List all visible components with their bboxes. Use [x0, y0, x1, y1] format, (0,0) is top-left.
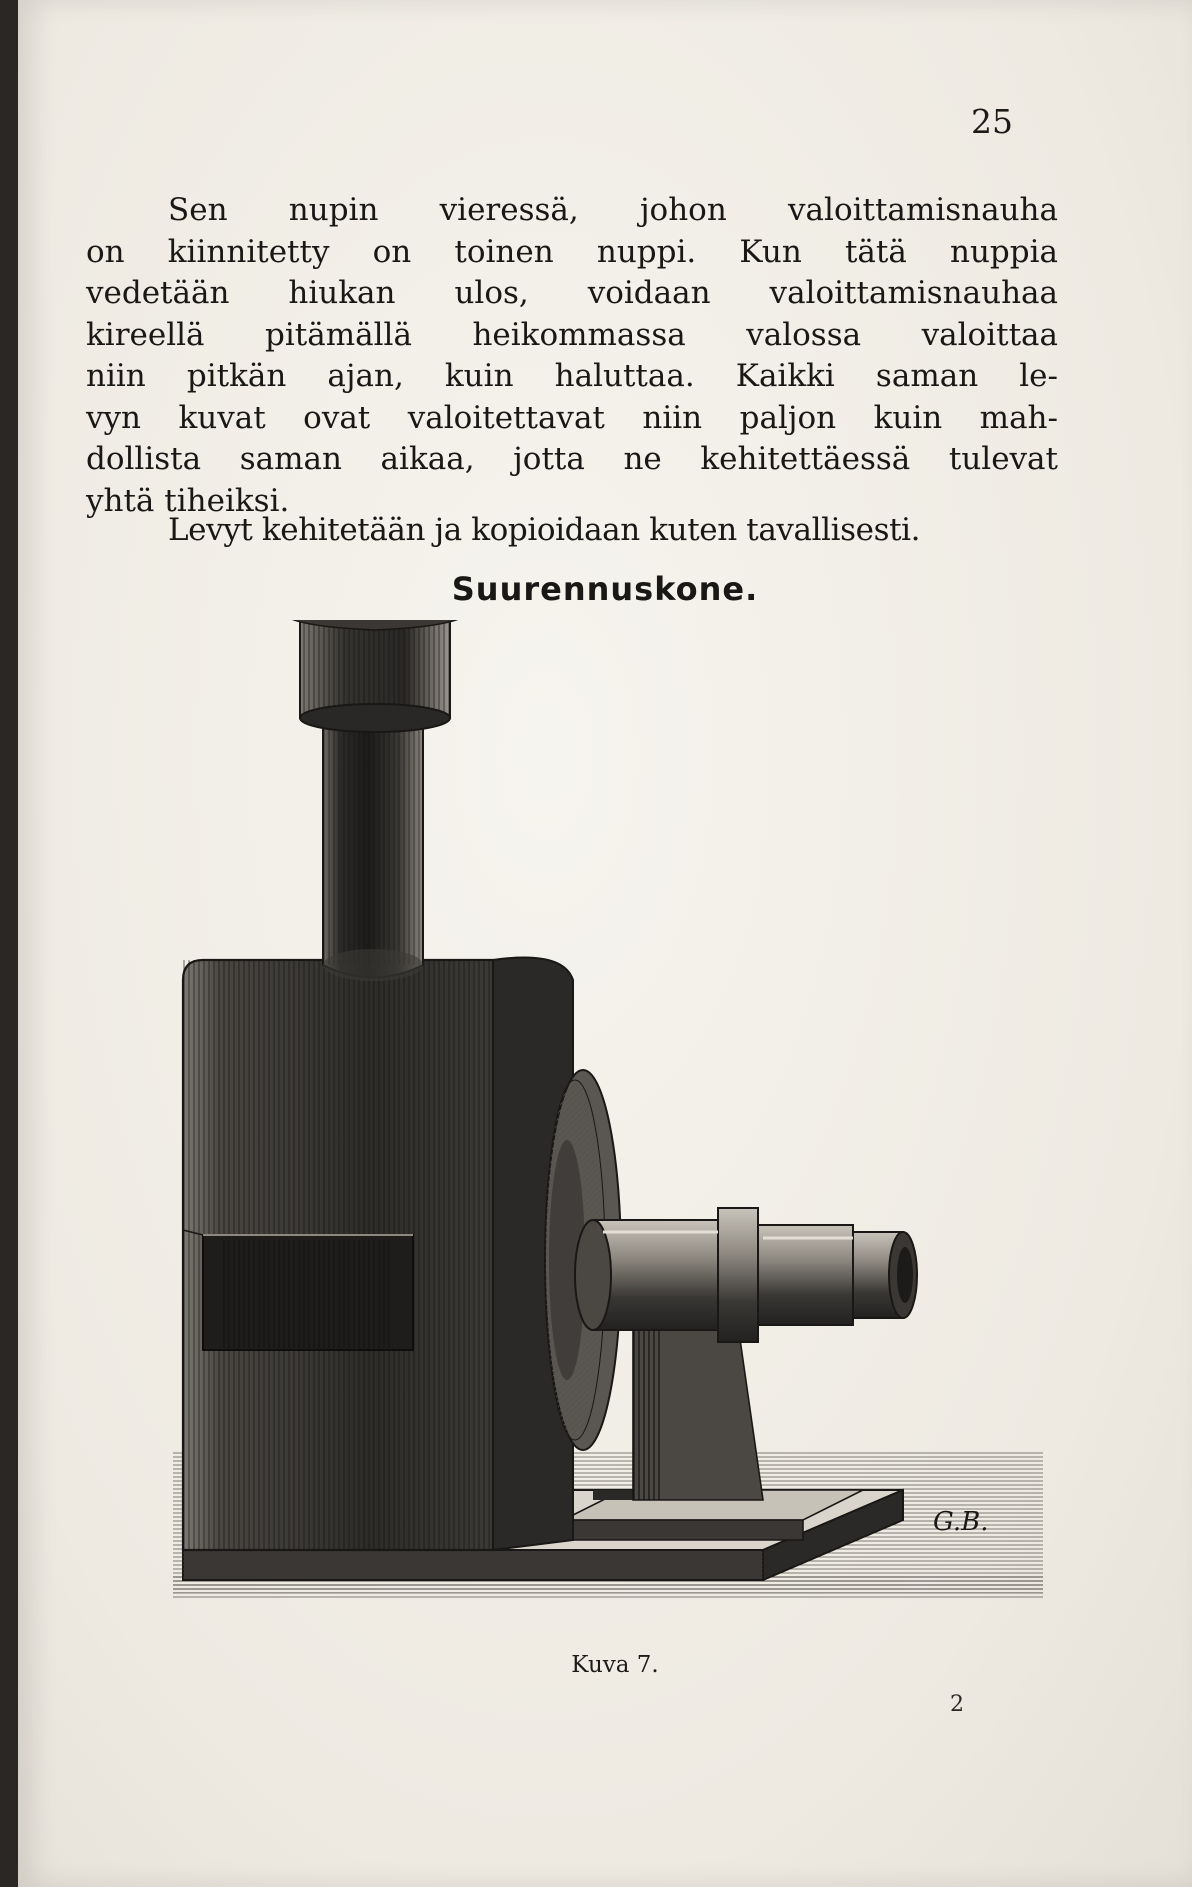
text-line: yhtä tiheiksi.	[86, 482, 290, 519]
paragraph-1	[86, 190, 1058, 522]
text-line: on kiinnitetty on toinen nuppi. Kun tätä nuppia	[86, 233, 1058, 270]
text-line: vedetään hiukan ulos, voidaan valoittamisnauhaa	[86, 275, 1058, 311]
text-line: niin pitkän ajan, kuin haluttaa. Kaikki saman le-	[86, 358, 1058, 394]
enlarger-illustration	[163, 620, 1063, 1630]
figure-caption: Kuva 7.	[571, 1652, 659, 1678]
page-number: 25	[971, 102, 1013, 141]
chimney-cap	[279, 620, 471, 732]
text-line: Sen nupin vieressä, johon valoittamisnauha	[168, 192, 1058, 228]
section-heading: Suurennuskone.	[451, 570, 759, 608]
signature-mark: 2	[950, 1692, 964, 1717]
chimney-column	[323, 720, 423, 981]
text-line: kireellä pitämällä heikommassa valossa valoittaa	[86, 316, 1058, 353]
engraver-mark: G.B.	[933, 1507, 989, 1537]
text-line: dollista saman aikaa, jotta ne kehitettäessä tulevat	[86, 441, 1058, 477]
lamp-housing	[183, 958, 573, 1551]
book-page	[18, 0, 1192, 1887]
lens-tube	[575, 1208, 917, 1342]
paragraph-2: Levyt kehitetään ja kopioidaan kuten tavallisesti.	[168, 512, 921, 548]
text-line: vyn kuvat ovat valoitettavat niin paljon kuin mah-	[86, 399, 1058, 436]
